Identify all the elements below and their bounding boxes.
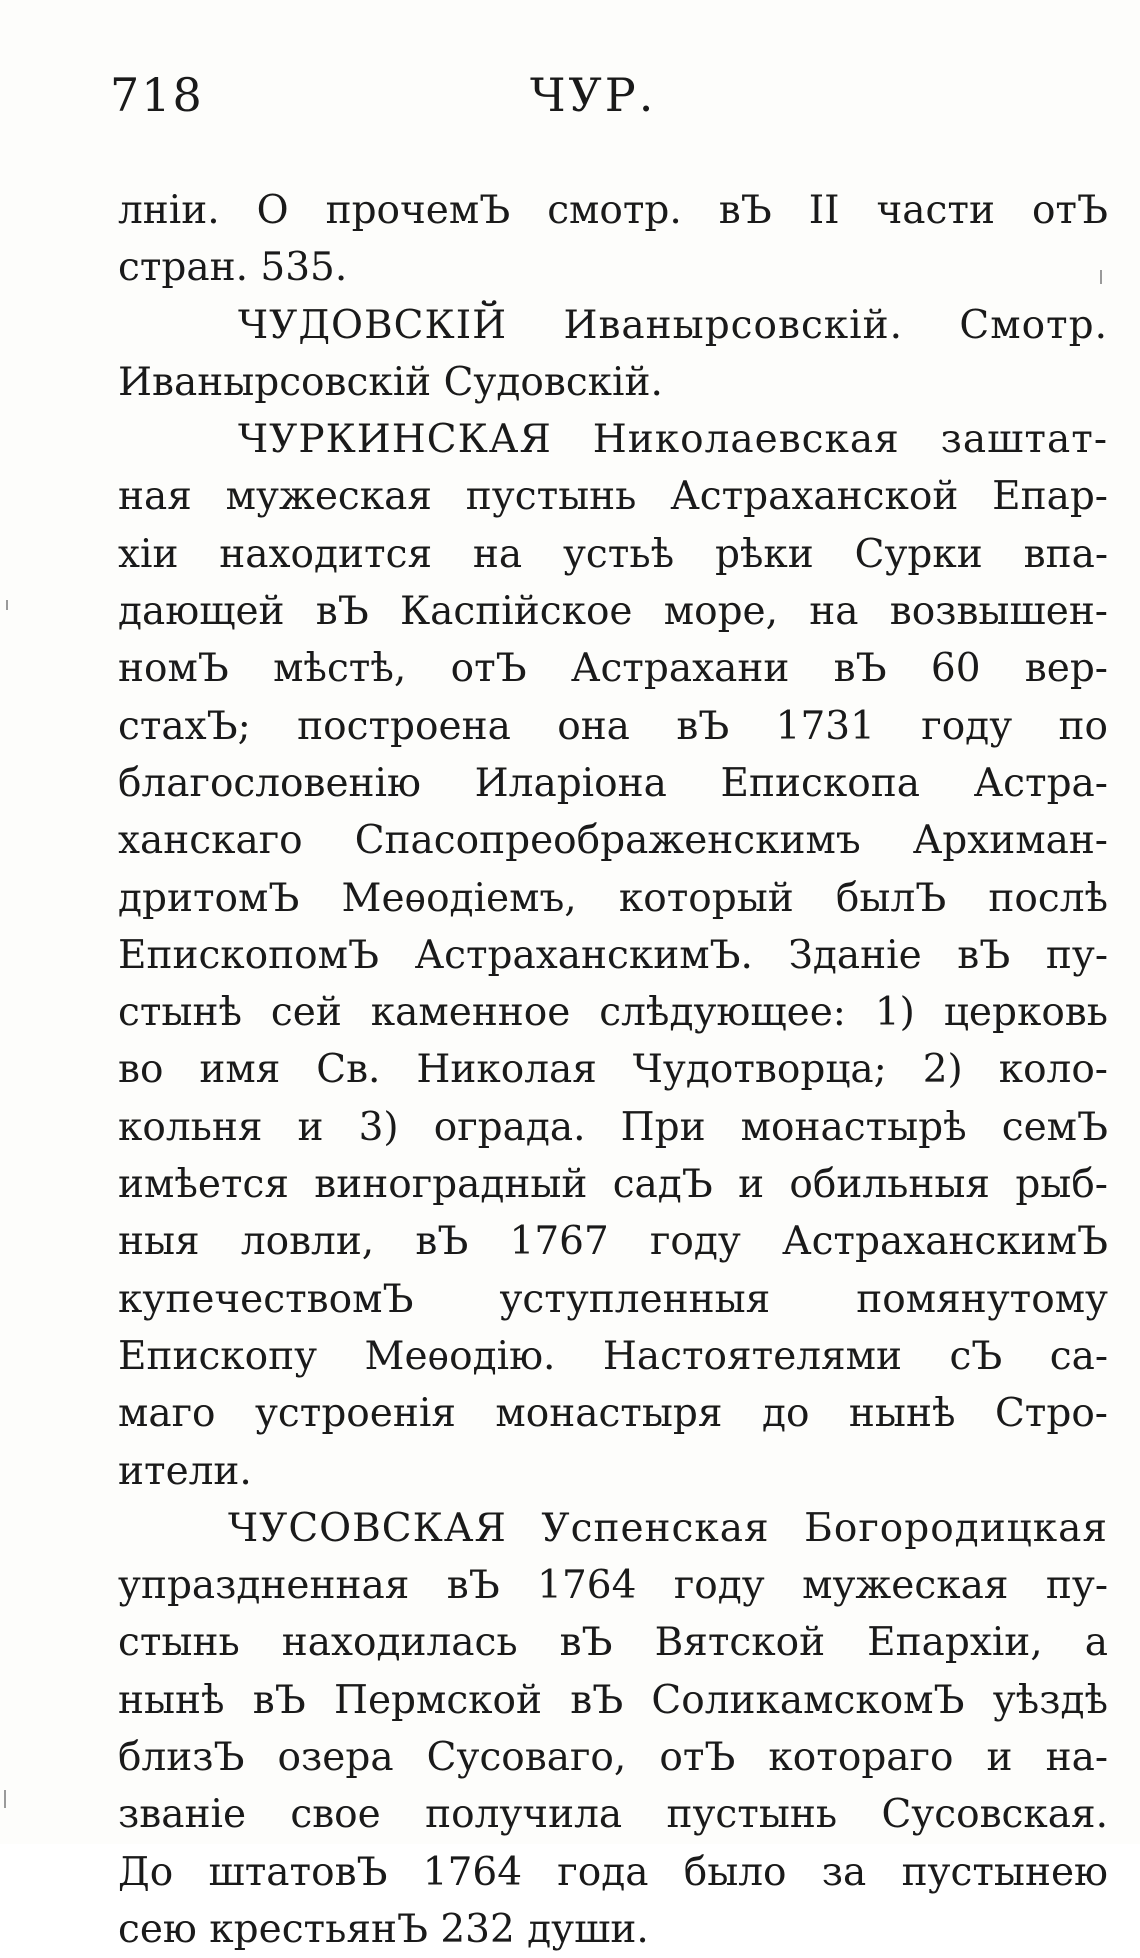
- scan-artifact: [6, 600, 8, 610]
- text-line: ная мужеская пустынь Астраханской Епар-: [118, 474, 1108, 520]
- page-number: 718: [110, 68, 204, 122]
- text-line: благословенiю Иларiона Епископа Астра-: [118, 760, 1108, 806]
- scan-artifact: [4, 1790, 6, 1808]
- text-line: хiи находится на устьѣ рѣки Сурки впа-: [118, 531, 1108, 577]
- text-line: купечествомЪ уступленныя помянутому: [118, 1276, 1108, 1322]
- page-text: [118, 182, 1108, 1958]
- entry-heading-line: ЧУСОВСКАЯ Успенская Богородицкая: [228, 1505, 1108, 1551]
- text-line: нынѣ вЪ Пермской вЪ СоликамскомЪ уѣздѣ: [118, 1677, 1108, 1723]
- text-line: стахЪ; построена она вЪ 1731 году по: [118, 703, 1108, 749]
- text-line: Иваныpсовскiй Судовскiй.: [118, 359, 663, 405]
- text-line: стран. 535.: [118, 245, 348, 291]
- text-line: лнiи. О прочемЪ смотр. вЪ II части отЪ: [118, 188, 1108, 233]
- text-line: стынь находилась вЪ Вятской Епархiи, а: [118, 1620, 1108, 1666]
- text-line: ители.: [118, 1448, 252, 1494]
- text-line: стынѣ сей каменное слѣдующее: 1) церковь: [118, 990, 1108, 1036]
- text-line: ханскаго Спасопреображенскимъ Архиман-: [118, 818, 1108, 864]
- text-line: кольня и 3) ограда. При монастырѣ семЪ: [118, 1104, 1108, 1150]
- text-line: близЪ озера Сусоваго, отЪ котораго и на-: [118, 1735, 1108, 1781]
- text-line: имѣется виноградный садЪ и обильныя рыб-: [118, 1162, 1108, 1208]
- text-line: номЪ мѣстѣ, отЪ Астрахани вЪ 60 вер-: [118, 646, 1108, 692]
- text-line: званiе свое получила пустынь Сусовская.: [118, 1792, 1108, 1838]
- text-line: дритомЪ Меѳодiемъ, который былЪ послѣ: [118, 875, 1108, 921]
- entry-heading-line: ЧУДОВСКIЙ Иваныpсовскiй. Смотр.: [238, 302, 1108, 348]
- entry-heading-line: ЧУРКИНСКАЯ Николаевская заштат-: [238, 417, 1108, 463]
- scan-artifact: [1100, 270, 1102, 284]
- text-line: сею крестьянЪ 232 души.: [118, 1906, 649, 1952]
- text-line: дающей вЪ Каспiйское море, на возвышен-: [118, 589, 1108, 635]
- text-line: ЕпископомЪ АстраханскимЪ. Зданiе вЪ пу-: [118, 932, 1108, 978]
- text-line: Епископу Меѳодiю. Настоятелями сЪ са-: [118, 1333, 1108, 1379]
- text-line: во имя Св. Николая Чудотворца; 2) коло-: [118, 1047, 1108, 1093]
- running-head: ЧУР.: [530, 68, 657, 122]
- text-line: упраздненная вЪ 1764 году мужеская пу-: [118, 1563, 1108, 1609]
- page-header: [110, 68, 1010, 128]
- text-line: ныя ловли, вЪ 1767 году АстраханскимЪ: [118, 1219, 1108, 1265]
- text-line: маго устроенiя монастыря до нынѣ Стро-: [118, 1391, 1108, 1437]
- text-line: До штатовЪ 1764 года было за пустынею: [118, 1849, 1108, 1895]
